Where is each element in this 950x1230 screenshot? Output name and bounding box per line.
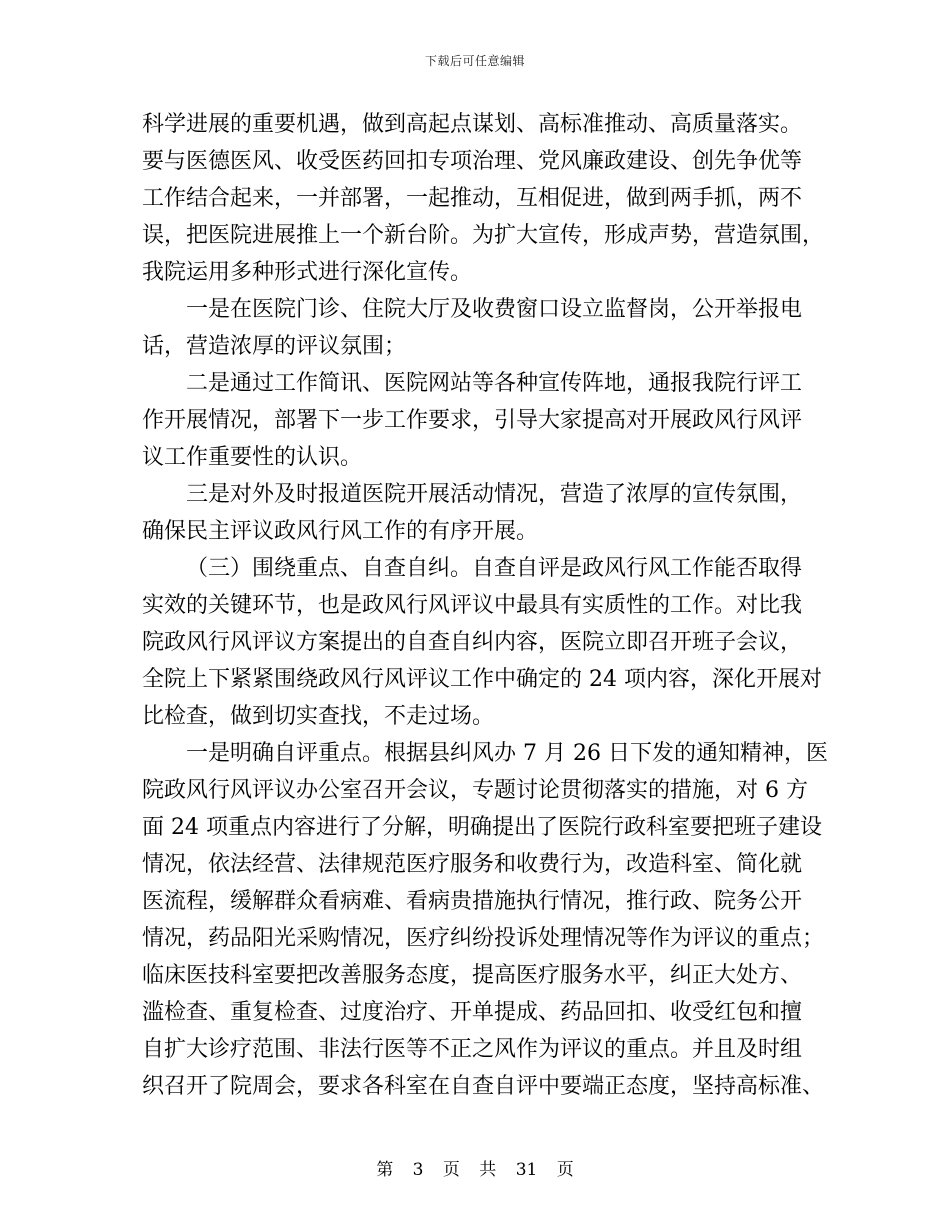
text-line: 比检查，做到切实查找，不走过场。 [142, 704, 495, 729]
current-page-number: 3 [412, 1160, 424, 1180]
page-header: 下载后可任意编辑 [424, 54, 525, 68]
text-line: 实效的关键环节，也是政风行风评议中最具有实质性的工作。对比我 [142, 593, 803, 618]
text-line: 确保民主评议政风行风工作的有序开展。 [142, 519, 539, 544]
text-line: 全院上下紧紧围绕政风行风评议工作中确定的 24 项内容，深化开展对 [142, 667, 822, 692]
text-line: 滥检查、重复检查、过度治疗、开单提成、药品回扣、收受红包和擅 [142, 1000, 803, 1025]
footer-page-word: 页 [442, 1160, 460, 1180]
text-line: 临床医技科室要把改善服务态度，提高医疗服务水平，纠正大处方、 [142, 963, 803, 988]
text-line: 面 24 项重点内容进行了分解，明确提出了医院行政科室要把班子建设 [142, 815, 822, 840]
document-body [142, 106, 828, 1105]
text-line: 话，营造浓厚的评议氛围； [142, 334, 407, 359]
text-line: 一是在医院门诊、住院大厅及收费窗口设立监督岗，公开举报电 [186, 297, 803, 322]
footer-total-word: 共 [479, 1160, 497, 1180]
text-line: 议工作重要性的认识。 [142, 445, 363, 470]
text-line: 科学进展的重要机遇，做到高起点谋划、高标准推动、高质量落实。 [142, 112, 803, 137]
footer-suffix: 页 [556, 1160, 574, 1180]
text-line: 作开展情况，部署下一步工作要求，引导大家提高对开展政风行风评 [142, 408, 803, 433]
text-line: 医流程，缓解群众看病难、看病贵措施执行情况，推行政、院务公开 [142, 889, 803, 914]
text-line: （三）围绕重点、自查自纠。自查自评是政风行风工作能否取得 [186, 556, 803, 581]
text-line: 工作结合起来，一并部署，一起推动，互相促进，做到两手抓，两不 [142, 186, 803, 211]
footer-prefix: 第 [376, 1160, 394, 1180]
text-line: 误，把医院进展推上一个新台阶。为扩大宣传，形成声势，营造氛围， [142, 223, 825, 248]
text-line: 院政风行风评议办公室召开会议，专题讨论贯彻落实的措施，对 6 方 [142, 778, 808, 803]
text-line: 我院运用多种形式进行深化宣传。 [142, 260, 473, 285]
text-line: 自扩大诊疗范围、非法行医等不正之风作为评议的重点。并且及时组 [142, 1037, 803, 1062]
text-line: 院政风行风评议方案提出的自查自纠内容，医院立即召开班子会议， [142, 630, 803, 655]
text-line: 二是通过工作简讯、医院网站等各种宣传阵地，通报我院行评工 [186, 371, 803, 396]
text-line: 织召开了院周会，要求各科室在自查自评中要端正态度，坚持高标准、 [142, 1074, 825, 1099]
text-line: 要与医德医风、收受医药回扣专项治理、党风廉政建设、创先争优等 [142, 149, 803, 174]
total-page-count: 31 [515, 1160, 538, 1180]
page-footer [0, 1155, 950, 1180]
text-line: 一是明确自评重点。根据县纠风办 7 月 26 日下发的通知精神，医 [186, 741, 828, 766]
text-line: 情况，依法经营、法律规范医疗服务和收费行为，改造科室、简化就 [142, 852, 803, 877]
text-line: 情况，药品阳光采购情况，医疗纠纷投诉处理情况等作为评议的重点； [142, 926, 825, 951]
text-line: 三是对外及时报道医院开展活动情况，营造了浓厚的宣传氛围， [186, 482, 803, 507]
